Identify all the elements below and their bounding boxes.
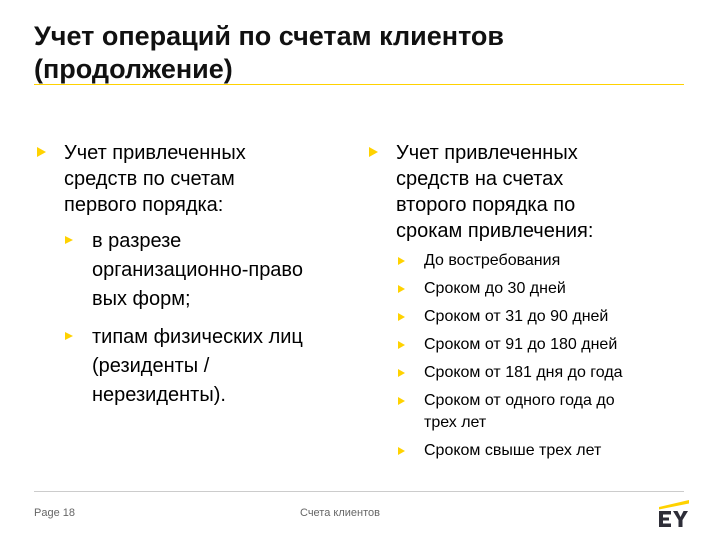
page-title xyxy=(34,20,684,86)
item-line: Сроком от одного года до xyxy=(424,392,615,409)
left-column xyxy=(36,140,348,410)
logo-letter-e xyxy=(659,511,671,527)
title-line-2: (продолжение) xyxy=(34,54,233,84)
bullet-arrow-icon xyxy=(65,236,73,244)
left-sub-item xyxy=(36,323,348,410)
item-line: Сроком от 31 до 90 дней xyxy=(424,308,609,325)
heading-line: средств по счетам xyxy=(64,168,235,190)
footer-divider xyxy=(34,491,684,492)
bullet-arrow-icon xyxy=(398,313,405,321)
item-line: трех лет xyxy=(424,414,487,431)
right-sub-item xyxy=(368,362,688,384)
heading-line: второго порядка по xyxy=(396,194,576,216)
right-column xyxy=(368,140,688,462)
item-line: Сроком свыше трех лет xyxy=(424,442,602,459)
bullet-arrow-icon xyxy=(65,332,73,340)
right-sub-item xyxy=(368,390,688,434)
ey-logo-icon xyxy=(656,499,692,529)
item-line: вых форм; xyxy=(92,288,191,310)
item-line: организационно-право xyxy=(92,259,303,281)
item-line: в разрезе xyxy=(92,230,182,252)
title-line-1: Учет операций по счетам клиентов xyxy=(34,21,505,51)
bullet-arrow-icon xyxy=(398,397,405,405)
footer-caption: Счета клиентов xyxy=(300,507,380,519)
right-sub-item xyxy=(368,306,688,328)
title-underline xyxy=(34,84,684,85)
item-line: Сроком от 181 дня до года xyxy=(424,364,623,381)
left-sub-item xyxy=(36,227,348,314)
bullet-arrow-icon xyxy=(398,257,405,265)
right-sub-item xyxy=(368,440,688,462)
item-line: Сроком от 91 до 180 дней xyxy=(424,336,618,353)
right-sub-item xyxy=(368,334,688,356)
heading-line: Учет привлеченных xyxy=(64,142,246,164)
right-heading-bullet xyxy=(368,140,688,244)
item-line: Сроком до 30 дней xyxy=(424,280,566,297)
bullet-arrow-icon xyxy=(369,147,378,157)
heading-line: Учет привлеченных xyxy=(396,142,578,164)
logo-letter-y xyxy=(673,511,688,527)
bullet-arrow-icon xyxy=(398,369,405,377)
item-line: типам физических лиц xyxy=(92,326,303,348)
heading-line: срокам привлечения: xyxy=(396,220,594,242)
heading-line: первого порядка: xyxy=(64,194,224,216)
left-heading-bullet xyxy=(36,140,348,218)
right-sub-item xyxy=(368,278,688,300)
bullet-arrow-icon xyxy=(398,285,405,293)
page-number: Page 18 xyxy=(34,507,75,519)
item-line: (резиденты / xyxy=(92,355,210,377)
item-line: До востребования xyxy=(424,252,561,269)
item-line: нерезиденты). xyxy=(92,384,226,406)
bullet-arrow-icon xyxy=(398,341,405,349)
right-sub-item xyxy=(368,250,688,272)
bullet-arrow-icon xyxy=(398,447,405,455)
logo-beam xyxy=(659,500,689,510)
bullet-arrow-icon xyxy=(37,147,46,157)
heading-line: средств на счетах xyxy=(396,168,564,190)
